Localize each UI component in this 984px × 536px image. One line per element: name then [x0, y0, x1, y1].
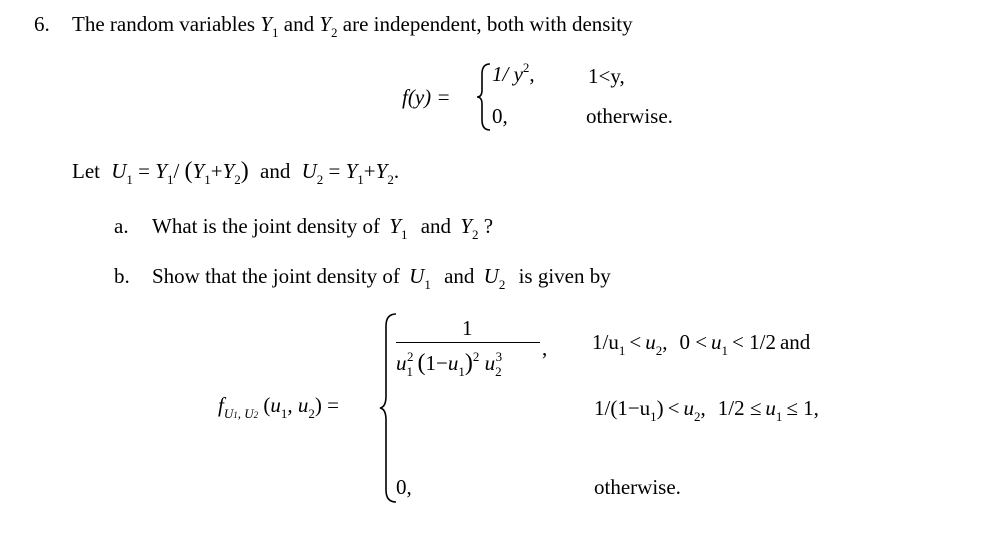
part-b-label: b. — [114, 264, 130, 288]
density-case2-cond: otherwise. — [586, 104, 673, 128]
and-text: and — [283, 12, 315, 36]
intro-text: The random variables — [72, 12, 256, 36]
density-lhs: f(y) = — [402, 85, 451, 109]
var-y2: $Y_2$ — [319, 12, 338, 40]
problem-intro — [72, 12, 633, 40]
problem-number: 6. — [34, 12, 50, 36]
var-y1: $Y_1$ — [260, 12, 279, 40]
joint-case3-cond: otherwise. — [594, 475, 681, 499]
joint-case3-expr: 0, — [396, 475, 412, 499]
density-case2-expr: 0, — [492, 104, 508, 128]
part-b-text: Show that the joint density of $U_1$ and $U_2$ is given by — [152, 264, 611, 292]
joint-case1-comma: , — [542, 336, 548, 360]
joint-case2-cond: $1/(1-u_1) < u_2$, $1/2 \le u_1 \le 1$, — [594, 396, 819, 424]
part-a-label: a. — [114, 214, 129, 238]
joint-case1-cond: $1/u_1 < u_2$, $0 < u_1 < 1/2$ and — [592, 330, 811, 358]
joint-brace — [378, 312, 398, 504]
intro-tail-text: are independent, both with density — [342, 12, 633, 36]
joint-numerator: 1 — [462, 316, 473, 340]
density-brace — [476, 62, 492, 132]
density-case1-expr: 1/ $y^2$, — [492, 60, 535, 86]
part-a-text: What is the joint density of $Y_1$ and $Y_2$ ? — [152, 214, 494, 242]
joint-denominator: $u_1^2$ $(1-u_1)^2$ $u_2^3$ — [396, 349, 503, 379]
let-text: Let — [72, 159, 100, 183]
density-case1-cond: 1<y, — [588, 64, 625, 88]
fraction-bar — [396, 342, 540, 343]
joint-lhs: $f_{U1, U2}$ ($u_1$, $u_2$) = — [218, 393, 339, 421]
transform-line: Let $U_1 = Y_1/$ $(Y_1+Y_2)$ and $U_2 = Y_1+Y_2$. — [72, 158, 400, 187]
